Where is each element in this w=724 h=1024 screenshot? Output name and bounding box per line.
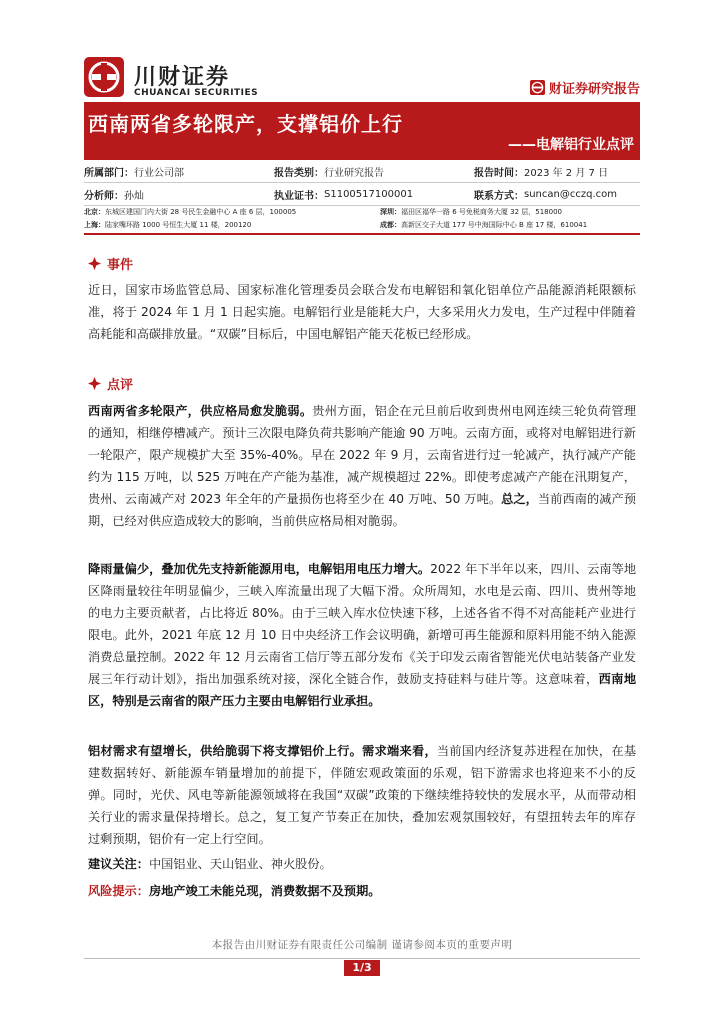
address-divider: [84, 233, 640, 235]
report-type-text: 财证券研究报告: [548, 82, 640, 97]
section-heading-event: [88, 254, 133, 273]
suggestion-text: 中国铝业、天山铝业、神火股份。: [148, 857, 332, 871]
brand-english-name: CHUANCAI SECURITIES: [134, 88, 259, 98]
suggestion-label: 建议关注：: [88, 857, 149, 871]
diamond-bullet-icon: [88, 257, 101, 270]
contact-email-link[interactable]: suncan@cczq.com: [524, 188, 617, 200]
risk-text: 房地产竣工未能兑现，消费数据不及预期。: [148, 884, 381, 898]
paragraph-lead: 铝材需求有望增长，供给脆弱下将支撑铝价上行。: [88, 744, 363, 758]
comment-paragraph-power: [88, 558, 636, 712]
address-beijing: 北京：东城区建国门内大街 28 号民生金融中心 A 座 6 层，100005: [84, 207, 297, 216]
meta-value: 2023 年 2 月 7 日: [524, 167, 609, 179]
paragraph-body: 2022 年下半年以来，四川、云南等地区降雨量较往年明显偏少，三峡入库流量出现了大幅下滑。众所周知，水电是云南、四川、贵州等地的电力主要贡献者，占比将近 80%。由于三峡入库水位快速下移，上述各省不得不对高能耗产业进行限电。此外，2021 年底 12 月 10 日中央经济工作会议明确，新增可再生能源和原料用能不纳入能源消费总量控制。2022 年 12 月云南省工信厅等五部分发布《关于印发云南省智能光伏电站装备产业发展三年行动计划》，指出加强系统对接，深化全链合作，鼓励支持硅料与硅片等。这意味着，: [88, 562, 637, 686]
title-banner: [84, 104, 640, 160]
paragraph-body: 当前国内经济复苏进程在加快，在基建数据转好、新能源车销量增加的前提下，伴随宏观政策面的乐观，铝下游需求也将迎来不小的反弹。同时，光伏、风电等新能源领域将在我国“双碳”政策的下继续维持较快的发展水平，从而带动相关行业的需求量保持增长。总之，复工复产节奏正在加快，叠加宏观氛围较好，有望扭转去年的库存过剩预期，铝价有一定上行空间。: [88, 744, 637, 846]
address-shenzhen: 深圳：福田区福华一路 6 号免税商务大厦 32 层，518000: [380, 207, 562, 216]
report-type-label: [530, 78, 640, 97]
page-number: 1/3: [344, 960, 380, 976]
address-row: [84, 218, 640, 231]
meta-key: 报告时间：: [474, 167, 524, 179]
meta-contact: [474, 187, 640, 202]
meta-cert: [274, 187, 474, 202]
address-shanghai: 上海：陆家嘴环路 1000 号恒生大厦 11 楼，200120: [84, 220, 252, 229]
brand-name: 川财证券: [134, 65, 231, 90]
meta-value: S1100517100001: [324, 188, 414, 200]
paragraph-lead: 西南两省多轮限产，供应格局愈发脆弱。: [88, 404, 313, 418]
paragraph-emphasis: 西南地区，特别是云南省的限产压力主要由电解铝行业承担。: [88, 672, 637, 708]
risk-line: [88, 880, 636, 902]
risk-label: 风险提示：: [88, 884, 149, 898]
address-row: [84, 205, 640, 218]
meta-category: [274, 164, 474, 179]
office-addresses: [84, 205, 640, 231]
report-subtitle: ——电解铝行业点评: [508, 137, 634, 153]
mini-logo-icon: [530, 80, 545, 95]
report-meta-table: [84, 160, 640, 206]
meta-dept: [84, 164, 274, 179]
event-paragraph: 近日，国家市场监管总局、国家标准化管理委员会联合发布电解铝和氧化铝单位产品能源消耗限额标准，将于 2024 年 1 月 1 日起实施。电解铝行业是能耗大户，大多采用火力发电，生产过程中伴随着高耗能和高碳排放量。“双碳”目标后，中国电解铝产能天花板已经形成。: [88, 283, 636, 341]
meta-date: [474, 164, 640, 179]
section-heading-comment: [88, 374, 133, 393]
footer-disclaimer: 本报告由川财证券有限责任公司编制 谨请参阅本页的重要声明: [211, 939, 513, 951]
comment-paragraph-demand: [88, 740, 636, 850]
meta-value: 行业研究报告: [324, 167, 384, 179]
meta-row: [84, 160, 640, 183]
section-title: 点评: [107, 378, 134, 393]
section-title: 事件: [107, 258, 134, 273]
address-chengdu: 成都：高新区交子大道 177 号中海国际中心 B 座 17 楼，610041: [380, 220, 588, 229]
paragraph-body: 贵州方面，铝企在元旦前后收到贵州电网连续三轮负荷管理的通知，相继停槽减产。预计三次限电降负荷共影响产能逾 90 万吨。云南方面，或将对电解铝进行新一轮限产，限产规模扩大至 35%-40%。早在 2022 年 9 月，云南省进行过一轮减产，执行减产产能约为 115 万吨，以 525 万吨在产产能为基准，减产规模超过 22%。即使考虑减产产能在汛期复产，贵州、云南减产对 2023 年全年的产量损伤也将至少在 40 万吨、50 万吨。: [88, 404, 637, 506]
meta-key: 联系方式：: [474, 190, 524, 202]
paragraph-body: 当前西南的减产预期，已经对供应造成较大的影响，当前供应格局相对脆弱。: [88, 492, 637, 528]
meta-key: 执业证书：: [274, 190, 324, 202]
paragraph-emphasis: 总之，: [501, 492, 538, 506]
footer-divider: [84, 958, 640, 959]
paragraph-emphasis: 需求端来看，: [362, 744, 437, 758]
report-title: 西南两省多轮限产，支撑铝价上行: [88, 112, 403, 136]
meta-value: 行业公司部: [134, 167, 184, 179]
meta-key: 报告类别：: [274, 167, 324, 179]
meta-value: 孙灿: [124, 190, 144, 202]
paragraph-lead: 降雨量偏少，叠加优先支持新能源用电，电解铝用电压力增大。: [88, 562, 431, 576]
meta-key: 所属部门：: [84, 167, 134, 179]
comment-paragraph-supply: [88, 400, 636, 532]
diamond-bullet-icon: [88, 377, 101, 390]
meta-analyst: [84, 187, 274, 202]
suggestion-line: [88, 853, 636, 875]
chuancai-logo-icon: [84, 57, 124, 97]
meta-row: [84, 183, 640, 206]
meta-key: 分析师：: [84, 190, 124, 202]
